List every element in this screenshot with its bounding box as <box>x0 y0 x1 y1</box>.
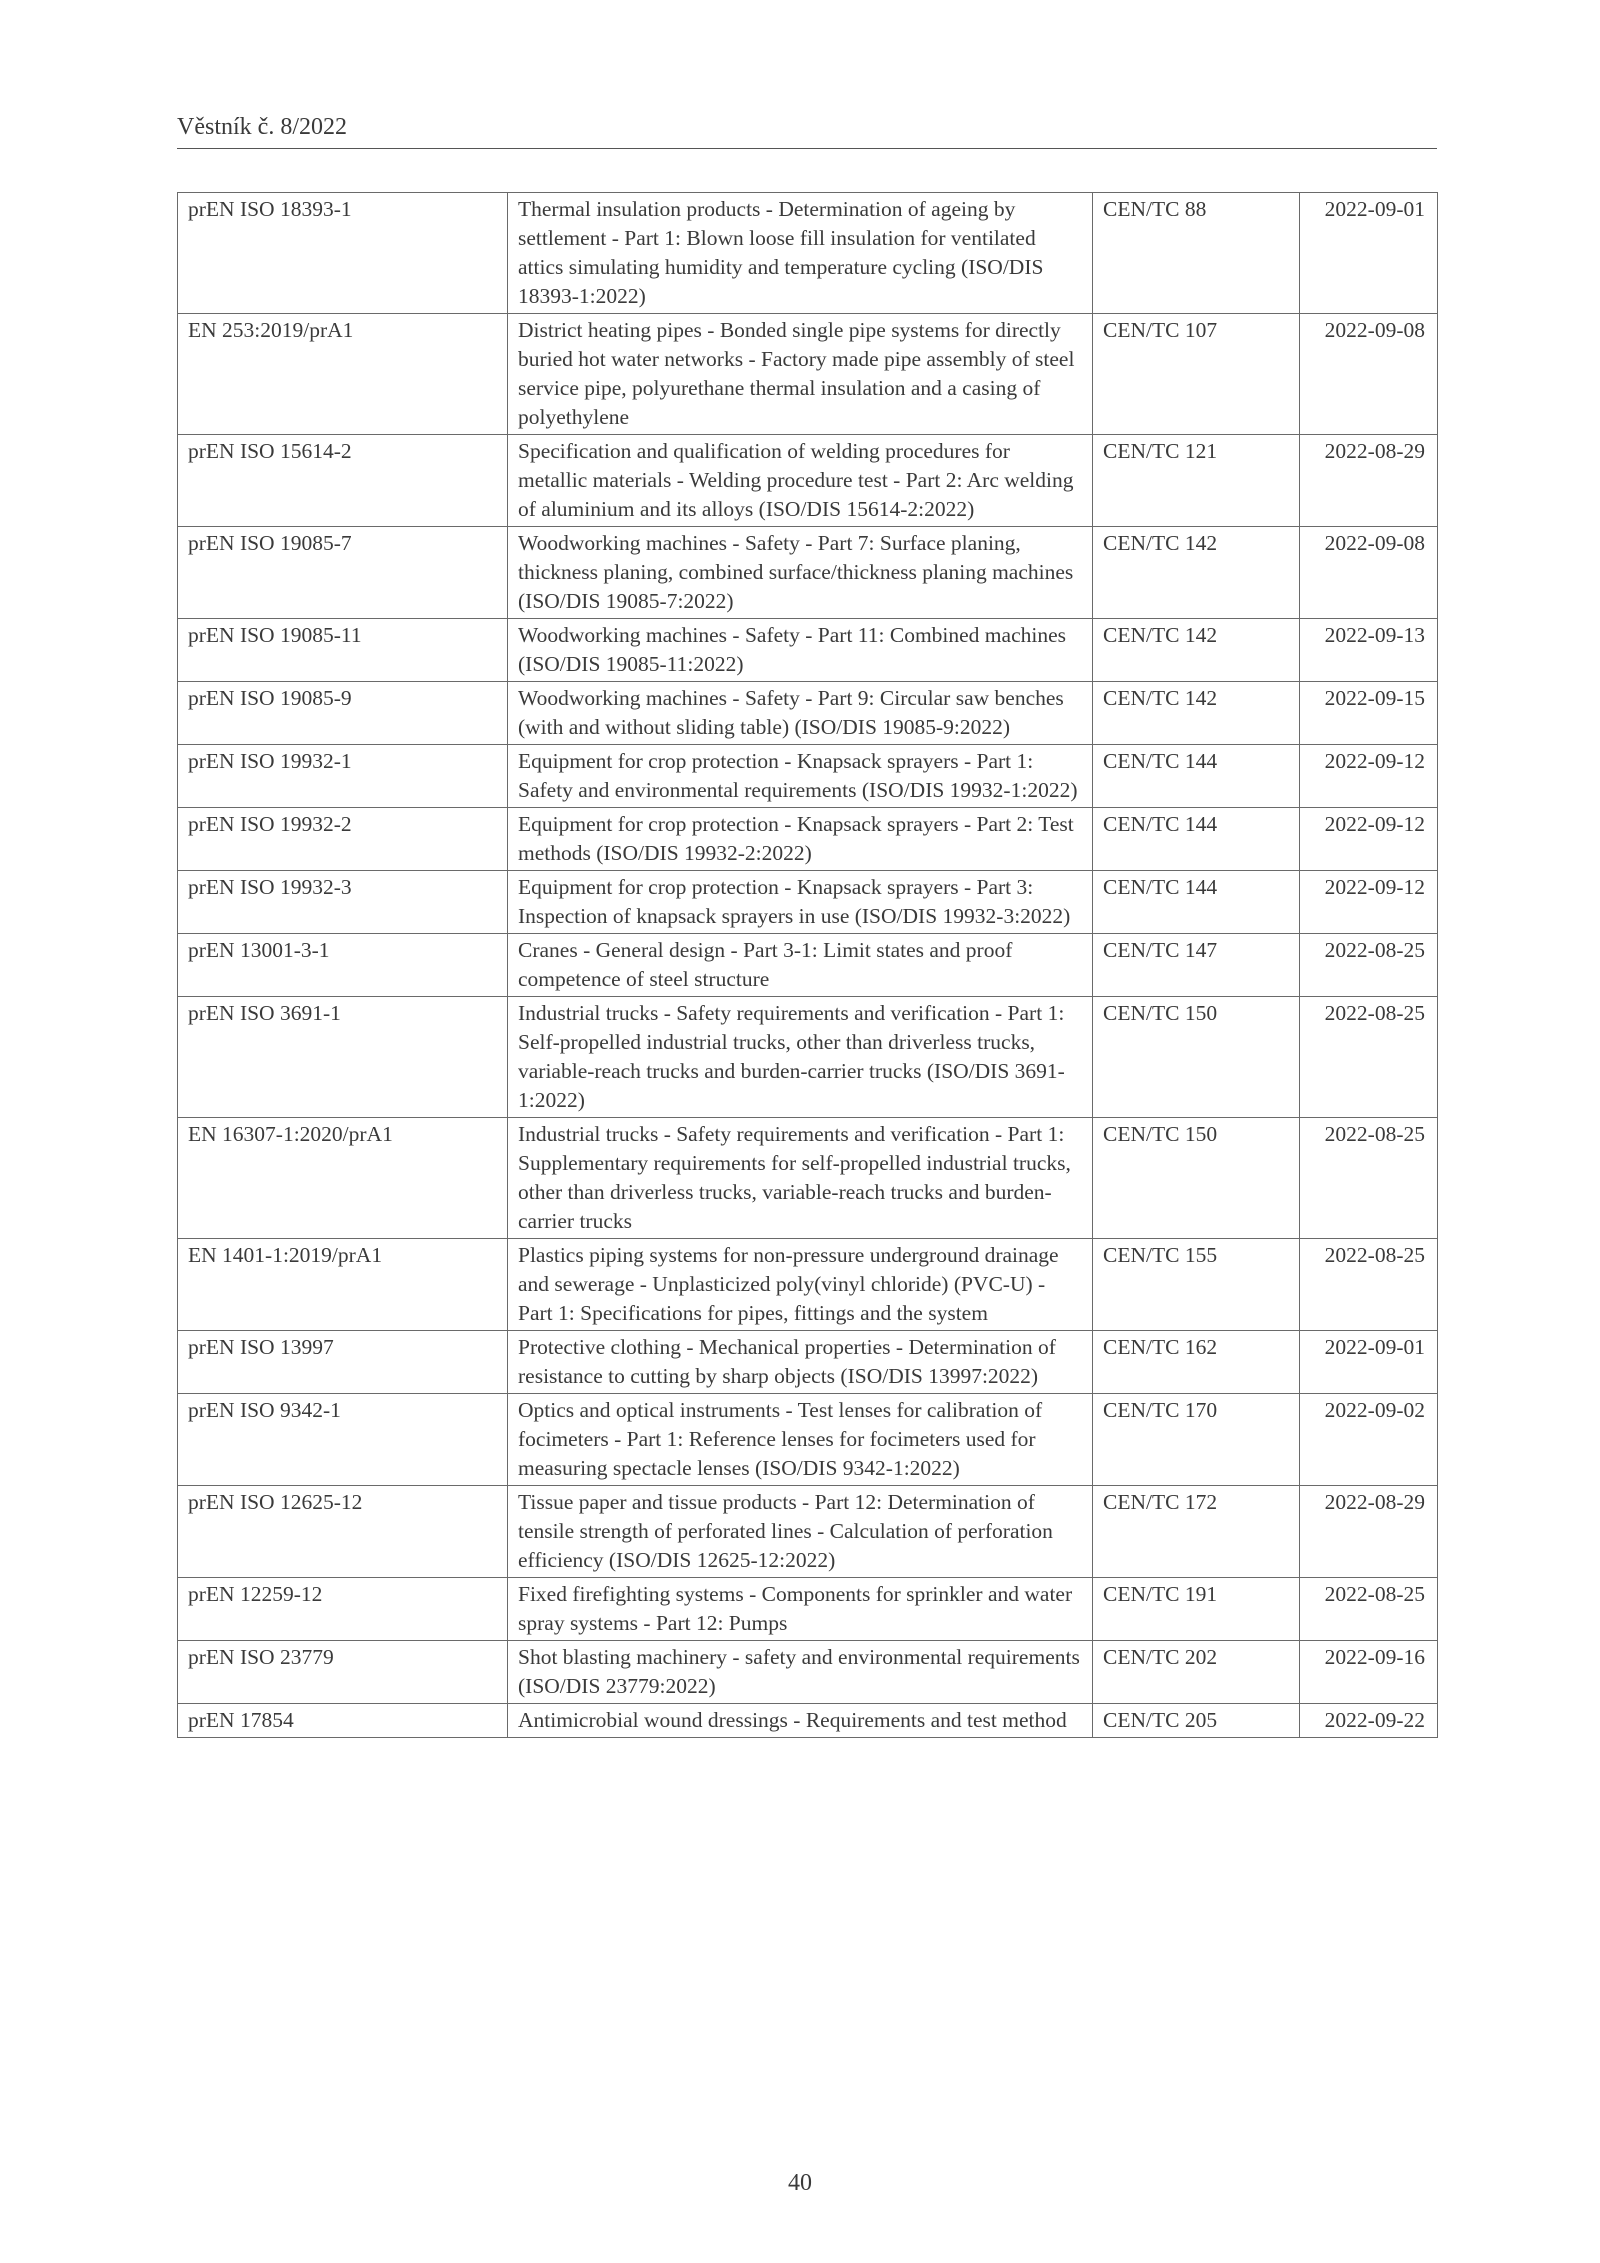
standard-code-cell: prEN 13001-3-1 <box>178 934 508 997</box>
table-row <box>178 1704 1438 1738</box>
deadline-date-cell: 2022-09-01 <box>1300 1331 1438 1394</box>
standard-code-cell: prEN ISO 19932-2 <box>178 808 508 871</box>
standard-title-cell: Equipment for crop protection - Knapsack sprayers - Part 2: Test methods (ISO/DIS 19932-2:2022) <box>508 808 1093 871</box>
table-row <box>178 193 1438 314</box>
standard-code-cell: prEN ISO 15614-2 <box>178 435 508 527</box>
deadline-date-cell: 2022-09-15 <box>1300 682 1438 745</box>
standard-title-cell: Cranes - General design - Part 3-1: Limit states and proof competence of steel structure <box>508 934 1093 997</box>
deadline-date-cell: 2022-09-12 <box>1300 745 1438 808</box>
committee-cell: CEN/TC 150 <box>1093 1118 1300 1239</box>
standard-code-cell: prEN 17854 <box>178 1704 508 1738</box>
committee-cell: CEN/TC 144 <box>1093 808 1300 871</box>
standard-code-cell: prEN ISO 12625-12 <box>178 1486 508 1578</box>
standard-title-cell: Woodworking machines - Safety - Part 9: Circular saw benches (with and without sliding table) (ISO/DIS 19085-9:2022) <box>508 682 1093 745</box>
standard-title-cell: Shot blasting machinery - safety and environmental requirements (ISO/DIS 23779:2022) <box>508 1641 1093 1704</box>
standard-code-cell: EN 16307-1:2020/prA1 <box>178 1118 508 1239</box>
standard-title-cell: Thermal insulation products - Determination of ageing by settlement - Part 1: Blown loose fill insulation for ventilated attics simulating humidity and temperature cycling (ISO/DIS 18393-1:2022) <box>508 193 1093 314</box>
standard-title-cell: Optics and optical instruments - Test lenses for calibration of focimeters - Part 1: Reference lenses for focimeters used for measuring spectacle lenses (ISO/DIS 9342-1:2022) <box>508 1394 1093 1486</box>
deadline-date-cell: 2022-09-08 <box>1300 314 1438 435</box>
standard-title-cell: Specification and qualification of welding procedures for metallic materials - Welding procedure test - Part 2: Arc welding of aluminium and its alloys (ISO/DIS 15614-2:2022) <box>508 435 1093 527</box>
standard-code-cell: EN 1401-1:2019/prA1 <box>178 1239 508 1331</box>
standard-code-cell: prEN ISO 3691-1 <box>178 997 508 1118</box>
journal-title: Věstník č. 8/2022 <box>177 114 347 140</box>
committee-cell: CEN/TC 88 <box>1093 193 1300 314</box>
table-row <box>178 1118 1438 1239</box>
committee-cell: CEN/TC 107 <box>1093 314 1300 435</box>
table-row <box>178 745 1438 808</box>
standard-title-cell: Industrial trucks - Safety requirements and verification - Part 1: Supplementary requirements for self-propelled industrial trucks, other than driverless trucks, variable-reach trucks and burden-carrier trucks <box>508 1118 1093 1239</box>
committee-cell: CEN/TC 202 <box>1093 1641 1300 1704</box>
deadline-date-cell: 2022-08-25 <box>1300 997 1438 1118</box>
standard-code-cell: prEN ISO 23779 <box>178 1641 508 1704</box>
standard-title-cell: Plastics piping systems for non-pressure underground drainage and sewerage - Unplasticized poly(vinyl chloride) (PVC-U) - Part 1: Specifications for pipes, fittings and the system <box>508 1239 1093 1331</box>
committee-cell: CEN/TC 162 <box>1093 1331 1300 1394</box>
deadline-date-cell: 2022-08-29 <box>1300 435 1438 527</box>
standard-title-cell: Tissue paper and tissue products - Part 12: Determination of tensile strength of perforated lines - Calculation of perforation efficiency (ISO/DIS 12625-12:2022) <box>508 1486 1093 1578</box>
standard-code-cell: prEN ISO 18393-1 <box>178 193 508 314</box>
committee-cell: CEN/TC 170 <box>1093 1394 1300 1486</box>
standard-code-cell: prEN ISO 19932-1 <box>178 745 508 808</box>
committee-cell: CEN/TC 142 <box>1093 527 1300 619</box>
deadline-date-cell: 2022-08-25 <box>1300 1239 1438 1331</box>
table-row <box>178 1641 1438 1704</box>
standards-table-body <box>178 193 1438 1738</box>
standard-code-cell: prEN ISO 19085-11 <box>178 619 508 682</box>
standard-title-cell: Fixed firefighting systems - Components for sprinkler and water spray systems - Part 12: Pumps <box>508 1578 1093 1641</box>
deadline-date-cell: 2022-09-12 <box>1300 871 1438 934</box>
table-row <box>178 1394 1438 1486</box>
table-row <box>178 1239 1438 1331</box>
deadline-date-cell: 2022-08-25 <box>1300 1578 1438 1641</box>
deadline-date-cell: 2022-09-12 <box>1300 808 1438 871</box>
standard-code-cell: prEN ISO 19932-3 <box>178 871 508 934</box>
deadline-date-cell: 2022-09-01 <box>1300 193 1438 314</box>
standards-table <box>177 192 1438 1738</box>
table-row <box>178 1578 1438 1641</box>
standard-title-cell: Equipment for crop protection - Knapsack sprayers - Part 1: Safety and environmental requirements (ISO/DIS 19932-1:2022) <box>508 745 1093 808</box>
table-row <box>178 871 1438 934</box>
table-row <box>178 682 1438 745</box>
page-header <box>177 112 1437 149</box>
committee-cell: CEN/TC 144 <box>1093 871 1300 934</box>
standard-title-cell: Woodworking machines - Safety - Part 11: Combined machines (ISO/DIS 19085-11:2022) <box>508 619 1093 682</box>
table-row <box>178 1331 1438 1394</box>
standard-code-cell: prEN ISO 9342-1 <box>178 1394 508 1486</box>
standard-code-cell: prEN ISO 19085-7 <box>178 527 508 619</box>
deadline-date-cell: 2022-08-29 <box>1300 1486 1438 1578</box>
committee-cell: CEN/TC 147 <box>1093 934 1300 997</box>
standard-title-cell: Antimicrobial wound dressings - Requirements and test method <box>508 1704 1093 1738</box>
committee-cell: CEN/TC 191 <box>1093 1578 1300 1641</box>
table-row <box>178 527 1438 619</box>
committee-cell: CEN/TC 205 <box>1093 1704 1300 1738</box>
table-row <box>178 997 1438 1118</box>
deadline-date-cell: 2022-09-02 <box>1300 1394 1438 1486</box>
committee-cell: CEN/TC 155 <box>1093 1239 1300 1331</box>
committee-cell: CEN/TC 172 <box>1093 1486 1300 1578</box>
table-row <box>178 435 1438 527</box>
standard-code-cell: EN 253:2019/prA1 <box>178 314 508 435</box>
page-number: 40 <box>788 2170 812 2196</box>
deadline-date-cell: 2022-09-08 <box>1300 527 1438 619</box>
table-row <box>178 619 1438 682</box>
table-row <box>178 314 1438 435</box>
deadline-date-cell: 2022-09-22 <box>1300 1704 1438 1738</box>
standard-title-cell: Equipment for crop protection - Knapsack sprayers - Part 3: Inspection of knapsack sprayers in use (ISO/DIS 19932-3:2022) <box>508 871 1093 934</box>
deadline-date-cell: 2022-09-13 <box>1300 619 1438 682</box>
committee-cell: CEN/TC 142 <box>1093 682 1300 745</box>
committee-cell: CEN/TC 142 <box>1093 619 1300 682</box>
standard-title-cell: Protective clothing - Mechanical properties - Determination of resistance to cutting by sharp objects (ISO/DIS 13997:2022) <box>508 1331 1093 1394</box>
deadline-date-cell: 2022-09-16 <box>1300 1641 1438 1704</box>
deadline-date-cell: 2022-08-25 <box>1300 934 1438 997</box>
deadline-date-cell: 2022-08-25 <box>1300 1118 1438 1239</box>
standard-code-cell: prEN 12259-12 <box>178 1578 508 1641</box>
standard-code-cell: prEN ISO 13997 <box>178 1331 508 1394</box>
committee-cell: CEN/TC 150 <box>1093 997 1300 1118</box>
standard-title-cell: District heating pipes - Bonded single pipe systems for directly buried hot water networks - Factory made pipe assembly of steel service pipe, polyurethane thermal insulation and a casing of polyethylene <box>508 314 1093 435</box>
committee-cell: CEN/TC 121 <box>1093 435 1300 527</box>
table-row <box>178 1486 1438 1578</box>
standard-title-cell: Woodworking machines - Safety - Part 7: Surface planing, thickness planing, combined surface/thickness planing machines (ISO/DIS 19085-7:2022) <box>508 527 1093 619</box>
table-row <box>178 808 1438 871</box>
table-row <box>178 934 1438 997</box>
standard-code-cell: prEN ISO 19085-9 <box>178 682 508 745</box>
standard-title-cell: Industrial trucks - Safety requirements and verification - Part 1: Self-propelled industrial trucks, other than driverless trucks, variable-reach trucks and burden-carrier trucks (ISO/DIS 3691-1:2022) <box>508 997 1093 1118</box>
committee-cell: CEN/TC 144 <box>1093 745 1300 808</box>
